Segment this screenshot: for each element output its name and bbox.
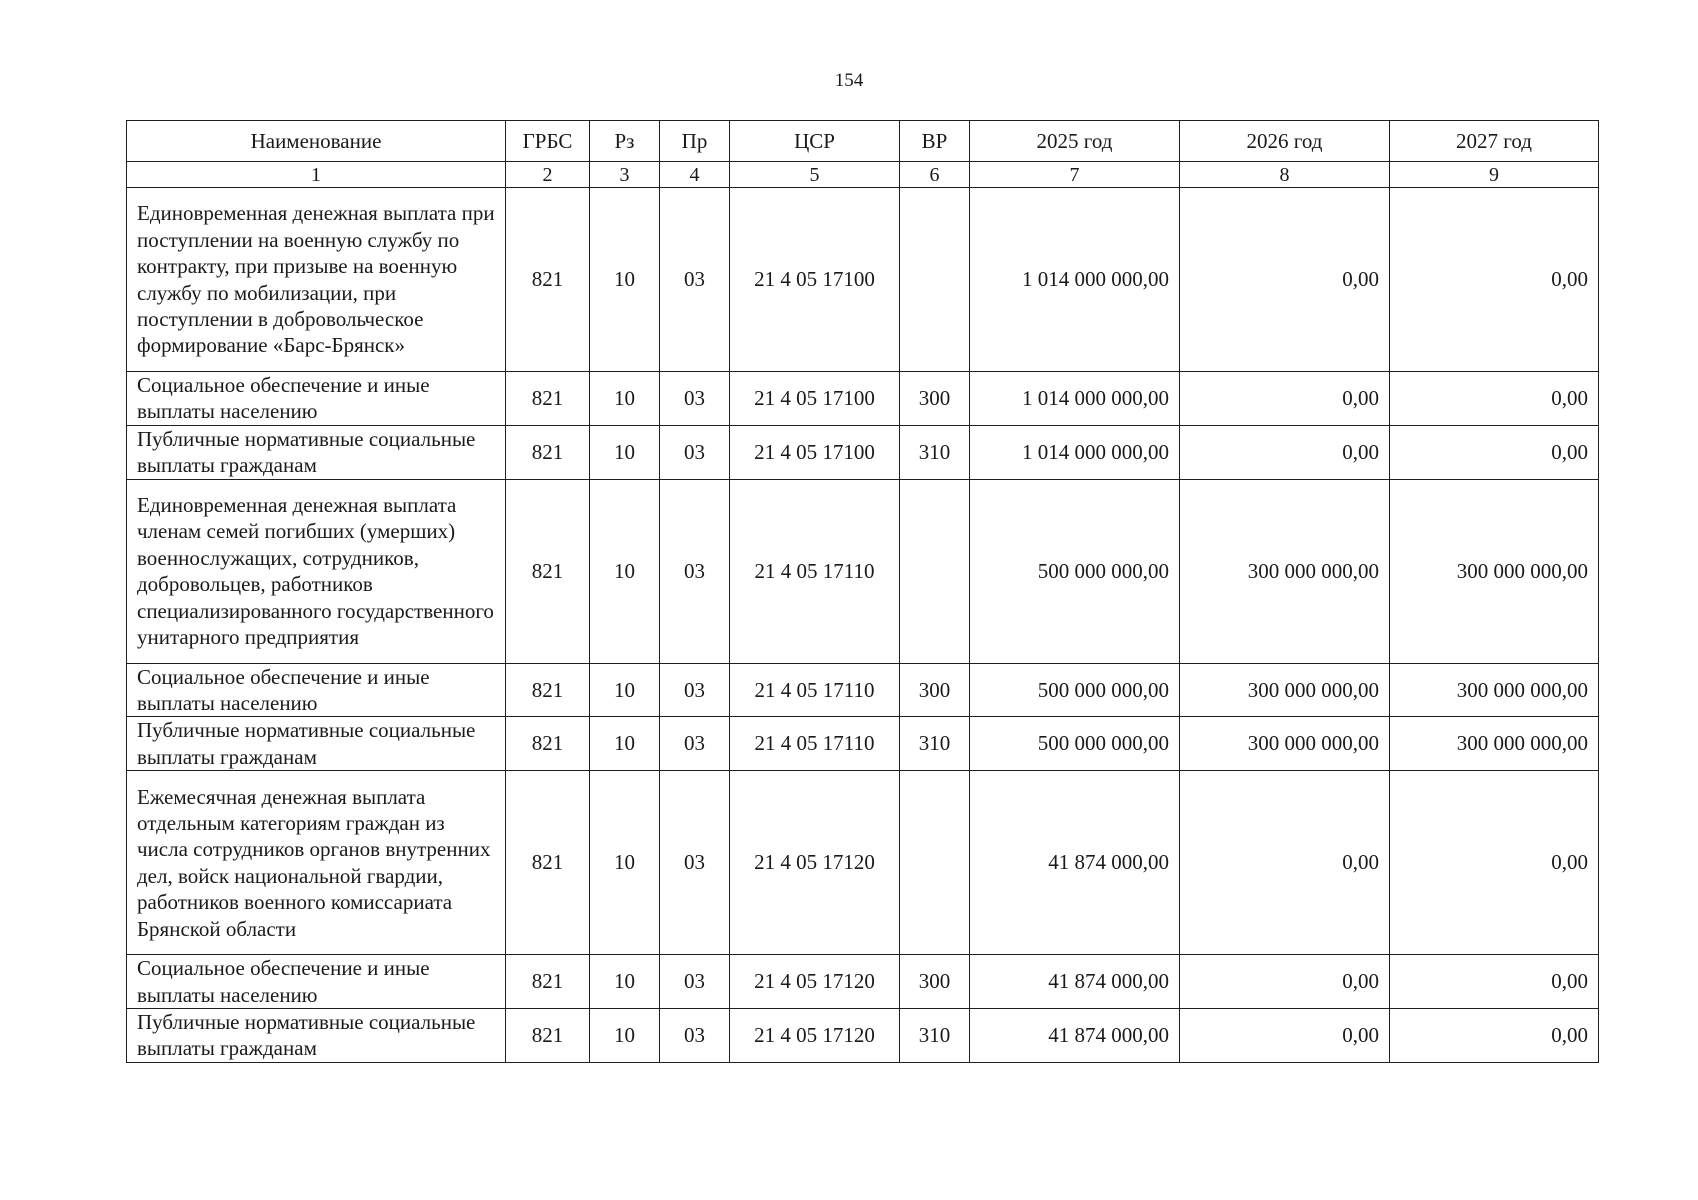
row-rz: 10 (590, 1009, 660, 1063)
row-amount-2027: 300 000 000,00 (1390, 479, 1599, 663)
column-number: 3 (590, 162, 660, 188)
row-amount-2026: 300 000 000,00 (1180, 479, 1390, 663)
column-header-2025: 2025 год (970, 121, 1180, 162)
row-amount-2027: 0,00 (1390, 955, 1599, 1009)
row-grbs: 821 (506, 717, 590, 771)
row-pr: 03 (660, 372, 730, 426)
row-amount-2025: 1 014 000 000,00 (970, 372, 1180, 426)
table-row (127, 372, 1599, 426)
row-pr: 03 (660, 479, 730, 663)
row-name: Публичные нормативные социальные выплаты гражданам (127, 425, 506, 479)
row-amount-2026: 300 000 000,00 (1180, 717, 1390, 771)
table-row (127, 955, 1599, 1009)
column-number-row (127, 162, 1599, 188)
row-pr: 03 (660, 425, 730, 479)
row-amount-2027: 0,00 (1390, 188, 1599, 372)
row-amount-2025: 41 874 000,00 (970, 955, 1180, 1009)
row-grbs: 821 (506, 479, 590, 663)
row-amount-2027: 0,00 (1390, 1009, 1599, 1063)
row-amount-2025: 1 014 000 000,00 (970, 425, 1180, 479)
row-rz: 10 (590, 188, 660, 372)
row-amount-2025: 41 874 000,00 (970, 1009, 1180, 1063)
column-header-name: Наименование (127, 121, 506, 162)
row-csr: 21 4 05 17120 (730, 955, 900, 1009)
row-name: Социальное обеспечение и иные выплаты населению (127, 372, 506, 426)
row-pr: 03 (660, 1009, 730, 1063)
row-amount-2027: 300 000 000,00 (1390, 663, 1599, 717)
row-rz: 10 (590, 955, 660, 1009)
row-name: Социальное обеспечение и иные выплаты населению (127, 663, 506, 717)
column-number: 9 (1390, 162, 1599, 188)
row-amount-2027: 0,00 (1390, 372, 1599, 426)
table-row (127, 1009, 1599, 1063)
column-number: 2 (506, 162, 590, 188)
row-pr: 03 (660, 188, 730, 372)
row-grbs: 821 (506, 425, 590, 479)
page-number: 154 (834, 70, 864, 91)
row-csr: 21 4 05 17110 (730, 663, 900, 717)
row-vr (900, 479, 970, 663)
row-vr: 310 (900, 425, 970, 479)
row-csr: 21 4 05 17120 (730, 1009, 900, 1063)
row-vr: 300 (900, 663, 970, 717)
row-amount-2026: 0,00 (1180, 425, 1390, 479)
row-vr (900, 771, 970, 955)
table-row (127, 479, 1599, 663)
row-name: Публичные нормативные социальные выплаты гражданам (127, 717, 506, 771)
row-grbs: 821 (506, 955, 590, 1009)
row-grbs: 821 (506, 372, 590, 426)
table-row (127, 188, 1599, 372)
row-name: Социальное обеспечение и иные выплаты населению (127, 955, 506, 1009)
row-grbs: 821 (506, 188, 590, 372)
row-amount-2026: 0,00 (1180, 372, 1390, 426)
column-header-rz: Рз (590, 121, 660, 162)
column-header-pr: Пр (660, 121, 730, 162)
table-row (127, 663, 1599, 717)
row-csr: 21 4 05 17100 (730, 425, 900, 479)
row-amount-2025: 41 874 000,00 (970, 771, 1180, 955)
row-rz: 10 (590, 372, 660, 426)
column-header-vr: ВР (900, 121, 970, 162)
row-amount-2025: 500 000 000,00 (970, 717, 1180, 771)
row-vr: 310 (900, 1009, 970, 1063)
row-pr: 03 (660, 663, 730, 717)
row-amount-2027: 0,00 (1390, 771, 1599, 955)
row-csr: 21 4 05 17120 (730, 771, 900, 955)
row-csr: 21 4 05 17110 (730, 479, 900, 663)
table-row (127, 717, 1599, 771)
row-csr: 21 4 05 17110 (730, 717, 900, 771)
row-csr: 21 4 05 17100 (730, 188, 900, 372)
row-name: Единовременная денежная выплата при поступлении на военную службу по контракту, при призыве на военную службу по мобилизации, при поступлении в добровольческое формирование «Барс-Брянск» (127, 188, 506, 372)
column-number: 7 (970, 162, 1180, 188)
row-rz: 10 (590, 771, 660, 955)
row-pr: 03 (660, 717, 730, 771)
row-amount-2025: 500 000 000,00 (970, 479, 1180, 663)
row-amount-2026: 0,00 (1180, 188, 1390, 372)
row-amount-2027: 0,00 (1390, 425, 1599, 479)
row-vr (900, 188, 970, 372)
column-number: 1 (127, 162, 506, 188)
row-rz: 10 (590, 717, 660, 771)
row-rz: 10 (590, 663, 660, 717)
row-grbs: 821 (506, 663, 590, 717)
row-amount-2027: 300 000 000,00 (1390, 717, 1599, 771)
row-vr: 300 (900, 372, 970, 426)
row-amount-2025: 500 000 000,00 (970, 663, 1180, 717)
row-amount-2026: 300 000 000,00 (1180, 663, 1390, 717)
table-header-row (127, 121, 1599, 162)
column-number: 8 (1180, 162, 1390, 188)
row-amount-2025: 1 014 000 000,00 (970, 188, 1180, 372)
column-number: 6 (900, 162, 970, 188)
row-amount-2026: 0,00 (1180, 1009, 1390, 1063)
column-header-grbs: ГРБС (506, 121, 590, 162)
row-vr: 300 (900, 955, 970, 1009)
row-name: Ежемесячная денежная выплата отдельным категориям граждан из числа сотрудников органов внутренних дел, войск национальной гвардии, работников военного комиссариата Брянской области (127, 771, 506, 955)
column-header-csr: ЦСР (730, 121, 900, 162)
column-header-2027: 2027 год (1390, 121, 1599, 162)
row-grbs: 821 (506, 771, 590, 955)
row-csr: 21 4 05 17100 (730, 372, 900, 426)
table-row (127, 771, 1599, 955)
budget-table (126, 120, 1599, 1063)
row-pr: 03 (660, 771, 730, 955)
row-pr: 03 (660, 955, 730, 1009)
column-number: 5 (730, 162, 900, 188)
row-name: Публичные нормативные социальные выплаты гражданам (127, 1009, 506, 1063)
row-rz: 10 (590, 479, 660, 663)
column-header-2026: 2026 год (1180, 121, 1390, 162)
row-name: Единовременная денежная выплата членам семей погибших (умерших) военнослужащих, сотрудников, добровольцев, работников специализированного государственного унитарного предприятия (127, 479, 506, 663)
table-row (127, 425, 1599, 479)
row-amount-2026: 0,00 (1180, 771, 1390, 955)
row-grbs: 821 (506, 1009, 590, 1063)
row-rz: 10 (590, 425, 660, 479)
row-vr: 310 (900, 717, 970, 771)
row-amount-2026: 0,00 (1180, 955, 1390, 1009)
column-number: 4 (660, 162, 730, 188)
